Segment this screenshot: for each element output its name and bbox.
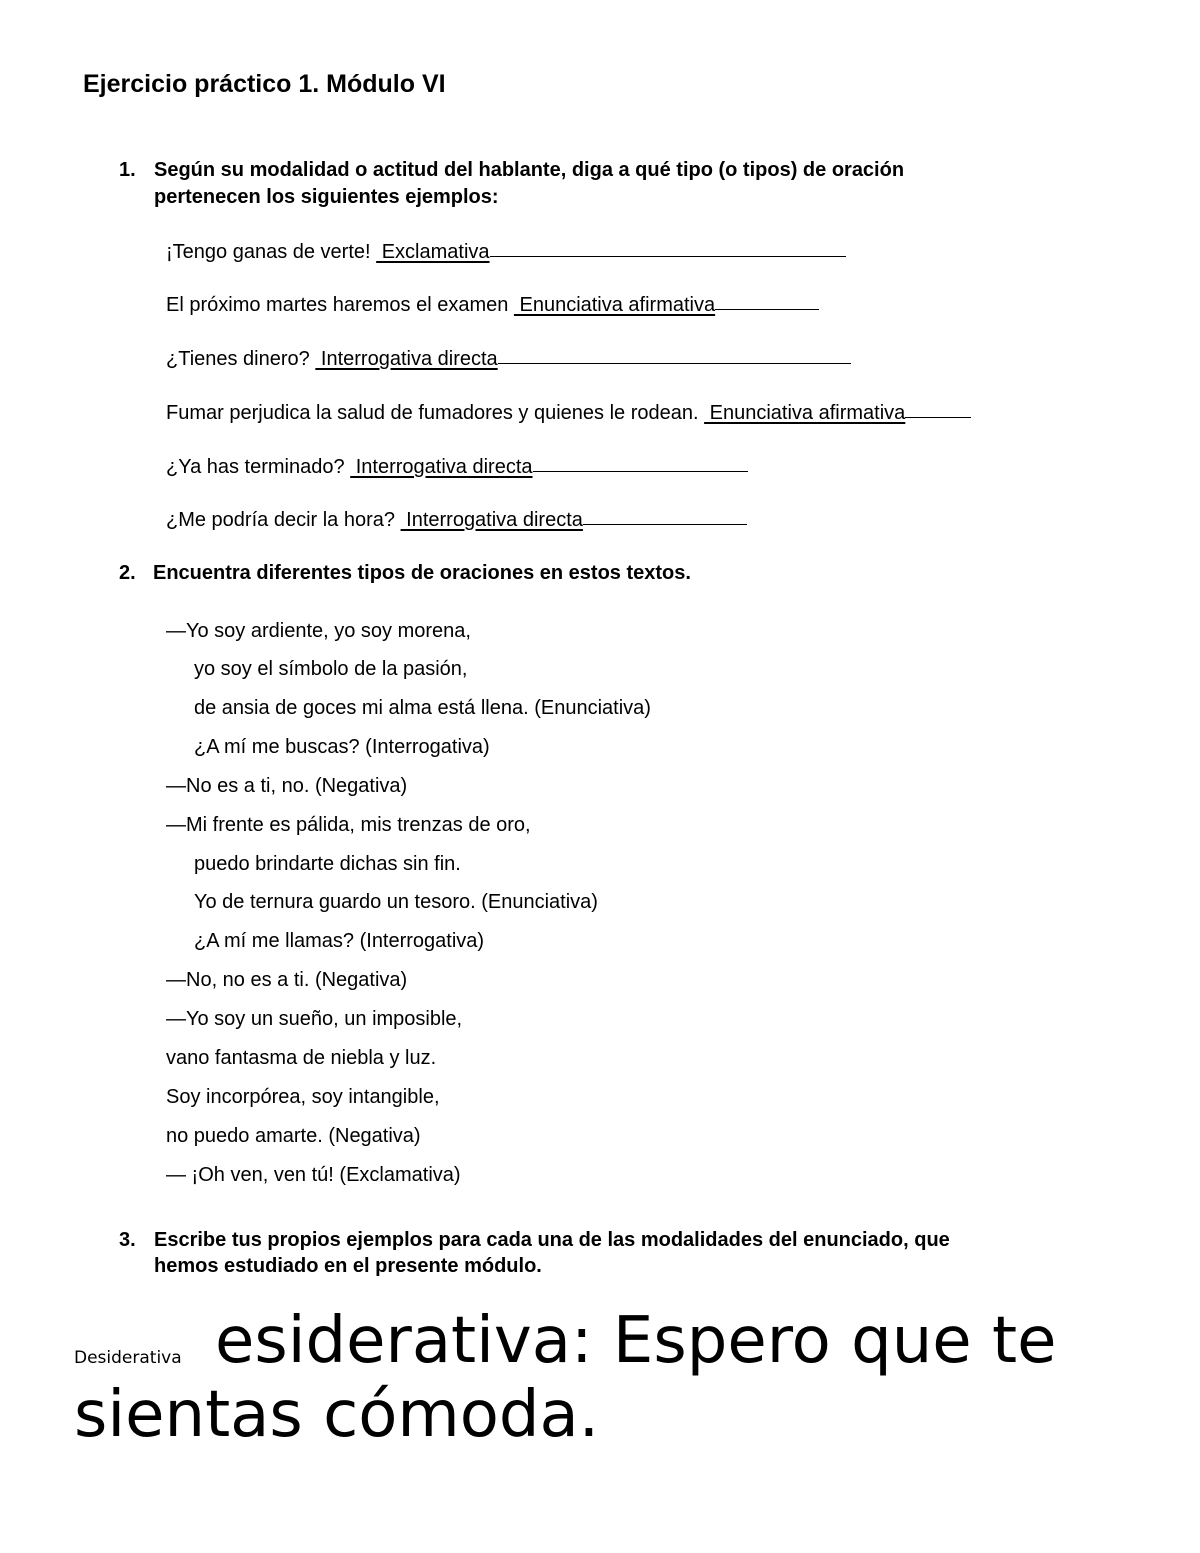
answer-text: [74, 1304, 1174, 1452]
poem-line: Soy incorpórea, soy intangible,: [166, 1086, 440, 1108]
poem-line: —Mi frente es pálida, mis trenzas de oro,: [166, 814, 531, 836]
example-answer: Interrogativa directa: [315, 348, 498, 370]
poem-line: Yo de ternura guardo un tesoro. (Enunciativa): [194, 891, 598, 913]
answer-label: Desiderativa: [74, 1348, 182, 1368]
example-line: [166, 507, 747, 533]
poem-line: —No, no es a ti. (Negativa): [166, 969, 408, 991]
example-line: [166, 292, 819, 318]
poem-line: puedo brindarte dichas sin fin.: [194, 853, 461, 875]
example-sentence: ¿Me podría decir la hora?: [166, 509, 396, 531]
answer-blank-line: [498, 362, 851, 364]
example-line: [166, 239, 846, 265]
question-3-text-line-1: Escribe tus propios ejemplos para cada una de las modalidades del enunciado, que: [154, 1229, 950, 1251]
example-answer: Enunciativa afirmativa: [704, 402, 906, 424]
answer-text-line-2: sientas cómoda.: [74, 1378, 600, 1452]
poem-line: ¿A mí me buscas? (Interrogativa): [194, 736, 490, 758]
example-line: [166, 454, 748, 480]
poem-line: yo soy el símbolo de la pasión,: [194, 658, 468, 680]
example-answer: Enunciativa afirmativa: [513, 294, 716, 316]
example-answer: Interrogativa directa: [350, 456, 533, 478]
answer-blank-line: [583, 523, 747, 525]
question-1-text-line-2: pertenecen los siguientes ejemplos:: [154, 186, 499, 208]
question-1-number: 1.: [119, 159, 136, 181]
question-3-text-line-2: hemos estudiado en el presente módulo.: [154, 1255, 542, 1277]
example-sentence: ¿Ya has terminado?: [166, 456, 345, 478]
answer-text-line-1: esiderativa: Espero que te: [215, 1304, 1057, 1378]
example-sentence: El próximo martes haremos el examen: [166, 294, 509, 316]
poem-line: ¿A mí me llamas? (Interrogativa): [194, 930, 485, 952]
answer-blank-line: [905, 416, 971, 418]
question-2-text: Encuentra diferentes tipos de oraciones en estos textos.: [153, 562, 691, 584]
answer-blank-line: [533, 470, 748, 472]
example-answer: Exclamativa: [376, 241, 490, 263]
example-sentence: ¡Tengo ganas de verte!: [166, 241, 371, 263]
poem-line: —Yo soy un sueño, un imposible,: [166, 1008, 463, 1030]
example-line: [166, 400, 971, 426]
poem-line: no puedo amarte. (Negativa): [166, 1125, 421, 1147]
poem-line: —Yo soy ardiente, yo soy morena,: [166, 620, 471, 642]
example-answer: Interrogativa directa: [400, 509, 583, 531]
document-title: Ejercicio práctico 1. Módulo VI: [83, 70, 446, 98]
poem-line: —No es a ti, no. (Negativa): [166, 775, 408, 797]
example-sentence: Fumar perjudica la salud de fumadores y quienes le rodean.: [166, 402, 699, 424]
answer-blank-line: [490, 255, 846, 257]
question-3-number: 3.: [119, 1229, 136, 1251]
question-2-number: 2.: [119, 562, 136, 584]
example-line: [166, 346, 851, 372]
answer-blank-line: [715, 308, 819, 310]
question-1-text-line-1: Según su modalidad o actitud del hablante, diga a qué tipo (o tipos) de oración: [154, 159, 905, 181]
poem-line: — ¡Oh ven, ven tú! (Exclamativa): [166, 1164, 461, 1186]
example-sentence: ¿Tienes dinero?: [166, 348, 310, 370]
poem-line: de ansia de goces mi alma está llena. (Enunciativa): [194, 697, 651, 719]
poem-line: vano fantasma de niebla y luz.: [166, 1047, 437, 1069]
